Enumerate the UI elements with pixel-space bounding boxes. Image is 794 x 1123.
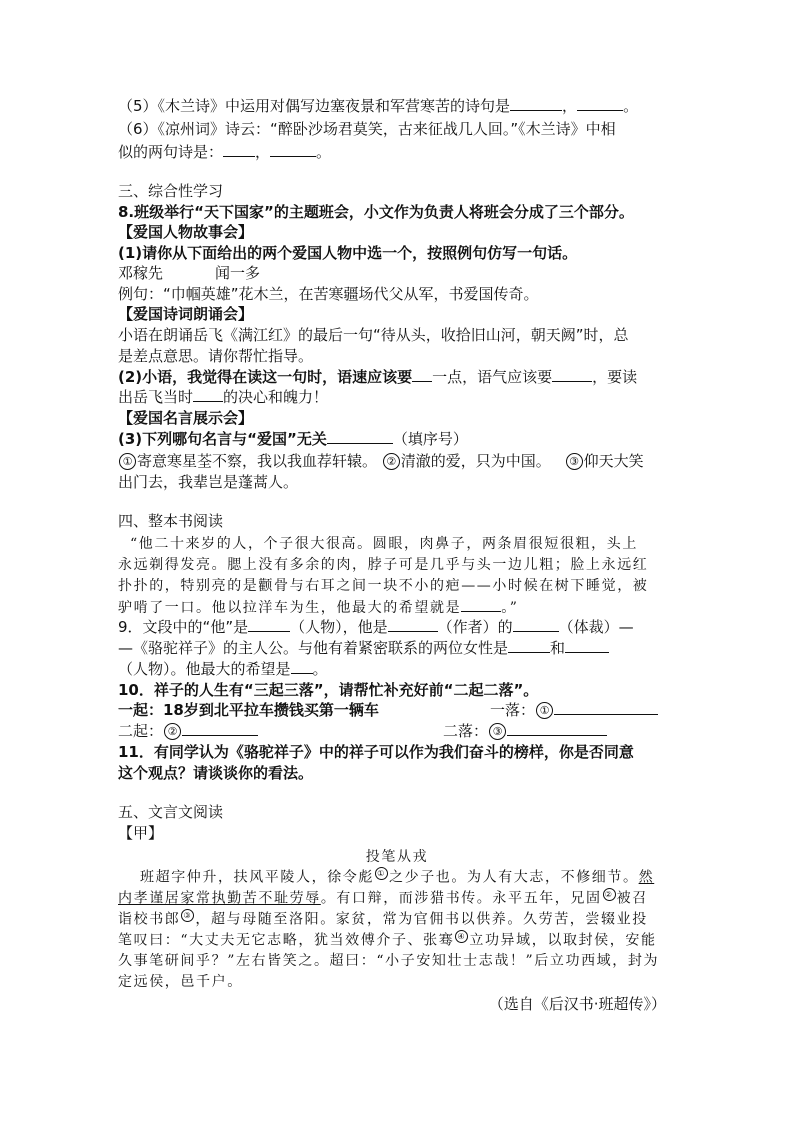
question-8-2-line2: 出岳飞当时 的决心和魄力！	[118, 388, 329, 406]
option-1: 寄意寒星荃不察，我以我血荐轩辕。	[137, 452, 378, 470]
question-6-line1: （6）《凉州词》诗云：“醉卧沙场君莫笑，古来征战几人回。”《木兰诗》中相	[118, 120, 616, 138]
part-2-heading: 【爱国诗词朗诵会】	[118, 305, 254, 323]
answer-blank[interactable]	[291, 659, 313, 674]
part-2-line2: 是差点意思。请你帮忙指导。	[118, 347, 314, 365]
passage-line5: 久事笔研间乎？”左右皆笑之。超曰：“小子安知壮士志哉！”后立功西域，封为	[118, 953, 660, 969]
question-5: （5）《木兰诗》中运用对偶写边塞夜景和军营寒苦的诗句是 ， 。	[118, 97, 639, 115]
answer-blank[interactable]	[193, 387, 223, 402]
part-2-line1: 小语在朗诵岳飞《满江红》的最后一句“待从头，收拾旧山河，朝天阙”时，总	[118, 326, 629, 344]
option-number-2: ②	[383, 453, 400, 470]
question-6-line2: 似的两句诗是： ， 。	[118, 143, 332, 161]
answer-blank[interactable]	[552, 367, 592, 382]
answer-blank[interactable]	[388, 617, 438, 632]
passage-line1: 班超字仲升，扶风平陵人，徐令彪 ① 之少子也。为人有大志，不修细节。然	[140, 869, 655, 886]
answer-blank[interactable]	[508, 638, 550, 653]
option-2: 清澈的爱，只为中国。	[400, 452, 551, 470]
person-2: 闻一多	[215, 264, 261, 282]
answer-blank[interactable]	[507, 721, 607, 736]
answer-blank[interactable]	[248, 617, 290, 632]
section-5-heading: 五、文言文阅读	[118, 803, 224, 821]
answer-blank[interactable]	[223, 142, 255, 157]
answer-blank[interactable]	[182, 721, 258, 736]
passage-line2: 内孝谨居家常执勤苦不耻劳辱。有口辩，而涉猎书传。永平五年，兄固 ② 被召	[118, 890, 648, 907]
excerpt-line4: 驴啃了一口。他以拉洋车为生，他最大的希望就是 。”	[118, 597, 519, 618]
part-3-heading: 【爱国名言展示会】	[118, 409, 254, 427]
question-9-line3: （人物）。他最大的希望是 。	[118, 660, 328, 678]
passage-line4: 笔叹曰：“大丈夫无它志略，犹当效傅介子、张骞 ④ 立功异域，以取封侯，安能	[118, 932, 657, 949]
question-8-1: (1)请你从下面给出的两个爱国人物中选一个，按照例句仿写一句话。	[118, 244, 578, 262]
excerpt-line2: 永远剃得发亮。腮上没有多余的肉，脖子可是几乎与头一边儿粗；脸上永远红	[118, 557, 649, 573]
answer-blank[interactable]	[513, 617, 559, 632]
question-9-line2: —《骆驼祥子》的主人公。与他有着紧密联系的两位女性是 和	[118, 638, 609, 658]
answer-blank[interactable]	[577, 96, 623, 111]
question-10: 10．祥子的人生有“三起三落”，请帮忙补充好前“二起二落”。	[118, 681, 539, 699]
passage-line3: 诣校书郎 ③ ，超与母随至洛阳。家贫，常为官佣书以供养。久劳苦，尝辍业投	[118, 911, 648, 928]
passage-title: 投笔从戎	[365, 849, 429, 865]
option-3: 仰天大笑	[583, 452, 644, 470]
section-4-heading: 四、整本书阅读	[118, 512, 224, 530]
rise-2: 二起： ②	[118, 721, 258, 741]
question-5-text: （5）《木兰诗》中运用对偶写边塞夜景和军营寒苦的诗句是	[118, 97, 511, 115]
answer-blank[interactable]	[565, 638, 609, 653]
part-1-heading: 【爱国人物故事会】	[118, 223, 254, 241]
person-1: 邓稼先	[118, 264, 164, 282]
section-3-heading: 三、综合性学习	[118, 182, 224, 200]
question-11-line1: 11．有同学认为《骆驼祥子》中的祥子可以作为我们奋斗的榜样，你是否同意	[118, 743, 634, 761]
option-number-1: ①	[119, 453, 136, 470]
excerpt-line1: “他二十来岁的人，个子很大很高。圆眼，肉鼻子，两条眉很短很粗，头上	[130, 536, 638, 552]
example-sentence: 例句：“巾帼英雄”花木兰，在苦寒疆场代父从军，书爱国传奇。	[118, 285, 539, 303]
answer-blank[interactable]	[461, 597, 501, 612]
passage-source: （选自《后汉书·班超传》）	[488, 995, 666, 1013]
rise-1: 一起：18岁到北平拉车攒钱买第一辆车	[118, 701, 379, 719]
question-9-line1: 9．文段中的“他”是 （人物），他是 （作者）的 （体裁）—	[118, 618, 634, 636]
underlined-sentence: 内孝谨居家常执勤苦不耻劳辱	[118, 890, 321, 907]
options-line2: 出门去，我辈岂是蓬蒿人。	[118, 473, 299, 491]
question-8-2-line1: (2)小语，我觉得在读这一句时，语速应该要 一点，语气应该要 ，要读	[118, 368, 638, 386]
options-line1	[118, 451, 644, 471]
answer-blank[interactable]	[270, 142, 316, 157]
excerpt-line3: 扑扑的，特别亮的是颧骨与右耳之间一块不小的疤——小时候在树下睡觉，被	[118, 578, 649, 594]
question-8-3: (3)下列哪句名言与“爱国”无关 （填序号）	[118, 430, 468, 448]
person-options	[118, 263, 260, 283]
answer-blank[interactable]	[412, 367, 432, 382]
passage-line6: 定远侯，邑千户。	[118, 974, 243, 990]
answer-blank[interactable]	[327, 429, 393, 444]
question-8: 8.班级举行“天下国家”的主题班会，小文作为负责人将班会分成了三个部分。	[118, 203, 634, 221]
answer-blank[interactable]	[554, 700, 658, 715]
answer-blank[interactable]	[510, 96, 562, 111]
question-11-line2: 这个观点？请谈谈你的看法。	[118, 764, 314, 782]
fall-2: 二落： ③	[443, 721, 607, 741]
passage-label: 【甲】	[118, 824, 164, 842]
option-number-3: ③	[566, 453, 583, 470]
fall-1: 一落： ①	[490, 700, 658, 720]
